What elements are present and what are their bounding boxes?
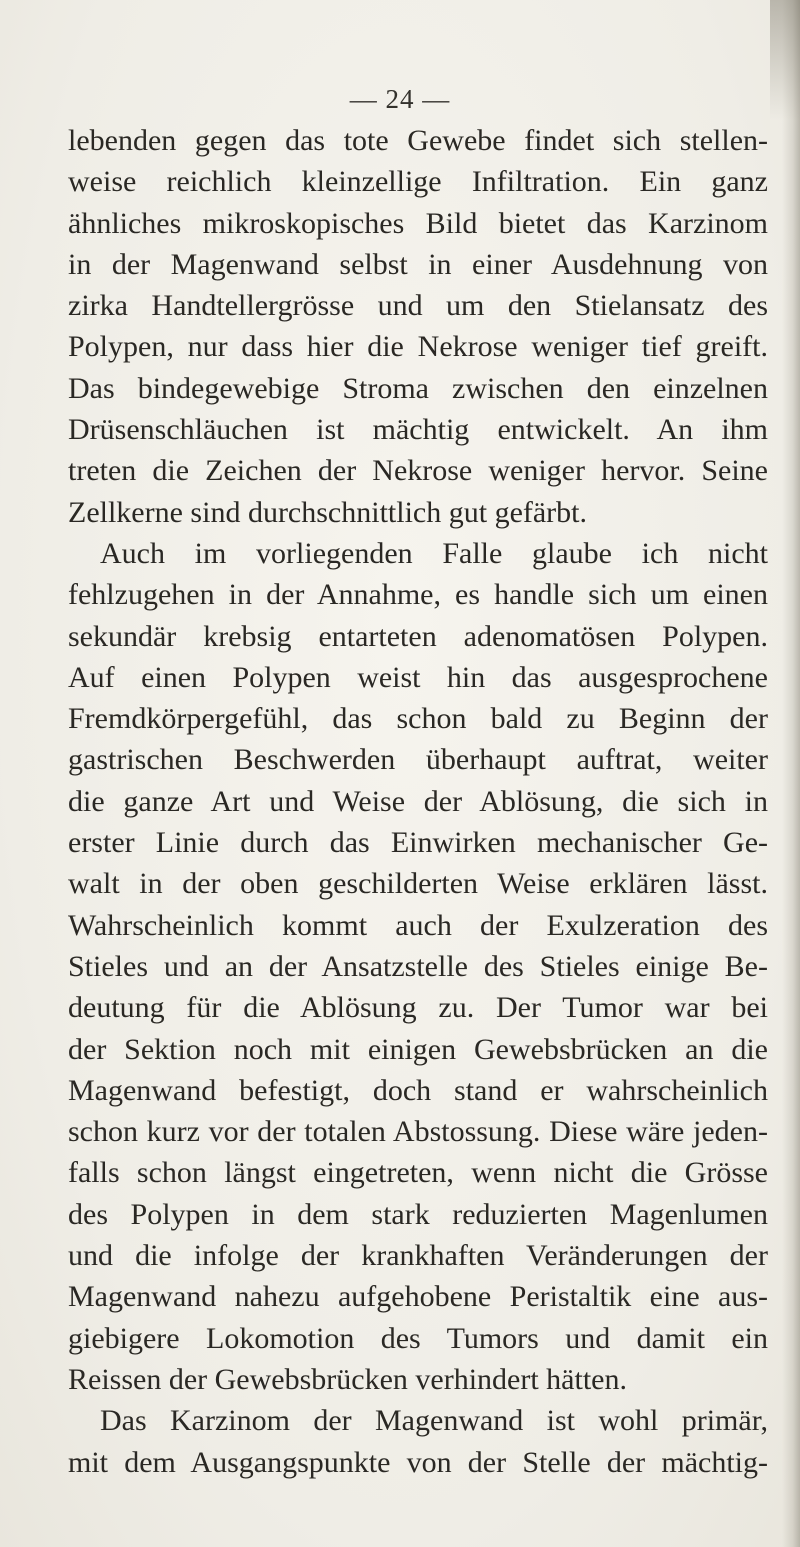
- text-line: ähnliches mikroskopisches Bild bietet das Karzinom: [68, 206, 768, 240]
- text-line: in der Magenwand selbst in einer Ausdehnung von: [68, 247, 768, 281]
- text-line: Zellkerne sind durchschnittlich gut gefärbt.: [68, 495, 588, 529]
- text-line: Polypen, nur dass hier die Nekrose weniger tief greift.: [68, 330, 768, 364]
- text-line: zirka Handtellergrösse und um den Stielansatz des: [68, 289, 768, 323]
- text-line: Stieles und an der Ansatzstelle des Stieles einige Be-: [68, 949, 768, 983]
- text-line: falls schon längst eingetreten, wenn nicht die Grösse: [68, 1156, 768, 1190]
- text-line: deutung für die Ablösung zu. Der Tumor war bei: [68, 991, 768, 1025]
- text-line: fehlzugehen in der Annahme, es handle sich um einen: [68, 578, 768, 612]
- text-line: erster Linie durch das Einwirken mechanischer Ge-: [68, 826, 768, 860]
- text-line: treten die Zeichen der Nekrose weniger hervor. Seine: [68, 454, 768, 488]
- text-line: die ganze Art und Weise der Ablösung, die sich in: [68, 784, 768, 818]
- text-line: Das bindegewebige Stroma zwischen den einzelnen: [68, 371, 768, 405]
- text-line: Drüsenschläuchen ist mächtig entwickelt. An ihm: [68, 413, 768, 447]
- text-line: Magenwand nahezu aufgehobene Peristaltik eine aus-: [68, 1280, 768, 1314]
- text-line: sekundär krebsig entarteten adenomatösen Polypen.: [68, 619, 768, 653]
- text-line: lebenden gegen das tote Gewebe findet sich stellen-: [68, 124, 768, 157]
- text-line: walt in der oben geschilderten Weise erklären lässt.: [68, 867, 768, 901]
- text-line: Fremdkörpergefühl, das schon bald zu Beginn der: [68, 702, 768, 736]
- page-number: — 24 —: [349, 84, 451, 114]
- text-line: weise reichlich kleinzellige Infiltration. Ein ganz: [68, 165, 768, 199]
- text-line: Wahrscheinlich kommt auch der Exulzeration des: [68, 908, 768, 942]
- text-line: der Sektion noch mit einigen Gewebsbrücken an die: [68, 1032, 768, 1066]
- page-edge-shadow: [782, 0, 800, 1547]
- text-line: und die infolge der krankhaften Veränderungen der: [68, 1239, 768, 1273]
- text-line: giebigere Lokomotion des Tumors und damit ein: [68, 1321, 768, 1355]
- text-line: Auch im vorliegenden Falle glaube ich nicht: [100, 536, 768, 570]
- text-line: Magenwand befestigt, doch stand er wahrscheinlich: [68, 1073, 768, 1107]
- body-text: [68, 120, 768, 1483]
- text-line: Reissen der Gewebsbrücken verhindert hätten.: [68, 1362, 627, 1396]
- text-line: mit dem Ausgangspunkte von der Stelle der mächtig-: [68, 1445, 768, 1479]
- text-line: Auf einen Polypen weist hin das ausgesprochene: [68, 660, 768, 694]
- text-line: des Polypen in dem stark reduzierten Magenlumen: [68, 1197, 768, 1231]
- text-line: gastrischen Beschwerden überhaupt auftrat, weiter: [68, 743, 768, 777]
- text-line: Das Karzinom der Magenwand ist wohl primär,: [100, 1404, 768, 1438]
- text-line: schon kurz vor der totalen Abstossung. Diese wäre jeden-: [68, 1115, 768, 1149]
